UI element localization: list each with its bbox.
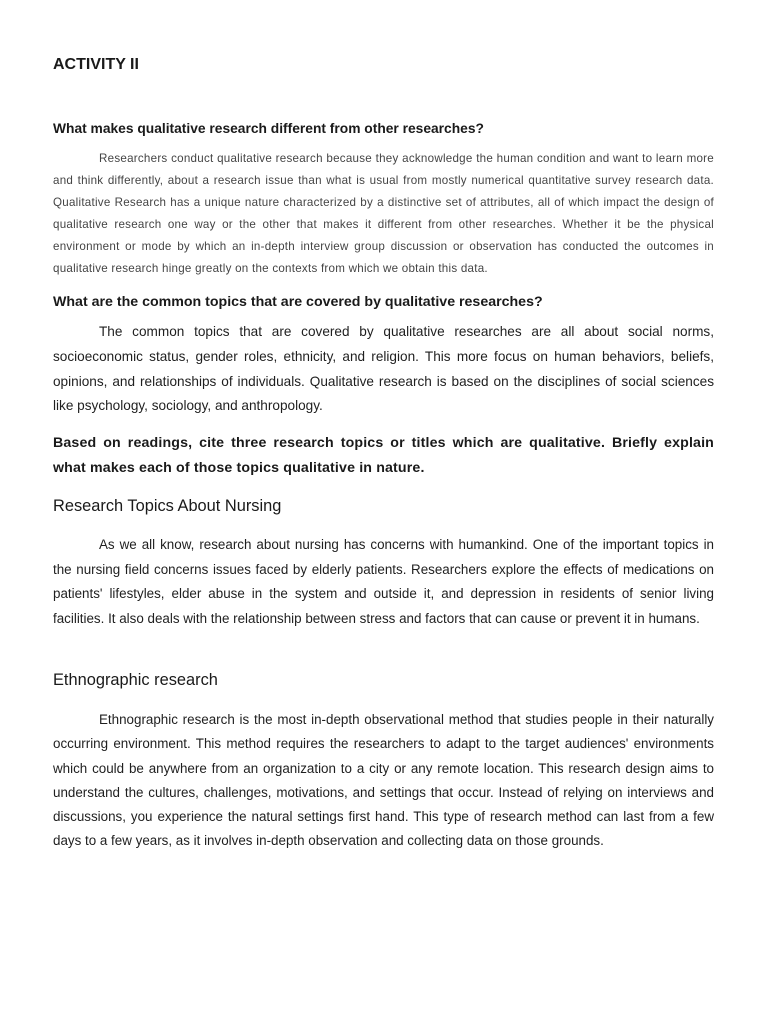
- answer-paragraph-2: The common topics that are covered by qualitative researches are all about social norms, socioeconomic status, gender roles, ethnicity, and religion. This more focus on human behaviors, beliefs, opinions, and relationships of individuals. Qualitative research is based on the disciplines of social sciences like psychology, sociology, and anthropology.: [53, 324, 714, 414]
- section-heading-ethnographic: Ethnographic research: [53, 671, 218, 689]
- section-heading-nursing: Research Topics About Nursing: [53, 497, 282, 515]
- page-title: ACTIVITY II: [53, 56, 139, 73]
- answer-paragraph-1: Researchers conduct qualitative research because they acknowledge the human condition and want to learn more and think differently, about a research issue than what is usual from mostly numerical quantitative survey research data. Qualitative Research has a unique nature characterized by a distinctive set of attributes, all of which impact the design of qualitative research one way or the other that makes it different from other researches. Whether it be the physical environment or mode by which an in-depth interview group discussion or observation has conducted the outcomes in qualitative research hinge greatly on the contexts from which we obtain this data.: [53, 152, 714, 275]
- section-paragraph-nursing: As we all know, research about nursing has concerns with humankind. One of the important topics in the nursing field concerns issues faced by elderly patients. Researchers explore the effects of medications on patients' lifestyles, elder abuse in the system and outside it, and depression in residents of senior living facilities. It also deals with the relationship between stress and factors that can cause or prevent it in humans.: [53, 537, 714, 626]
- question-1: What makes qualitative research different from other researches?: [53, 121, 484, 136]
- question-2: What are the common topics that are covered by qualitative researches?: [53, 294, 543, 310]
- question-3: Based on readings, cite three research topics or titles which are qualitative. Briefly explain what makes each of those topics qualitative in nature.: [53, 435, 714, 476]
- section-paragraph-ethnographic: Ethnographic research is the most in-depth observational method that studies people in their naturally occurring environment. This method requires the researchers to adapt to the target audiences' environments which could be anywhere from an organization to a city or any remote location. This research design aims to understand the cultures, challenges, motivations, and settings that occur. Instead of relying on interviews and discussions, you experience the natural settings first hand. This type of research method can last from a few days to a few years, as it involves in-depth observation and collecting data on those grounds.: [53, 712, 714, 849]
